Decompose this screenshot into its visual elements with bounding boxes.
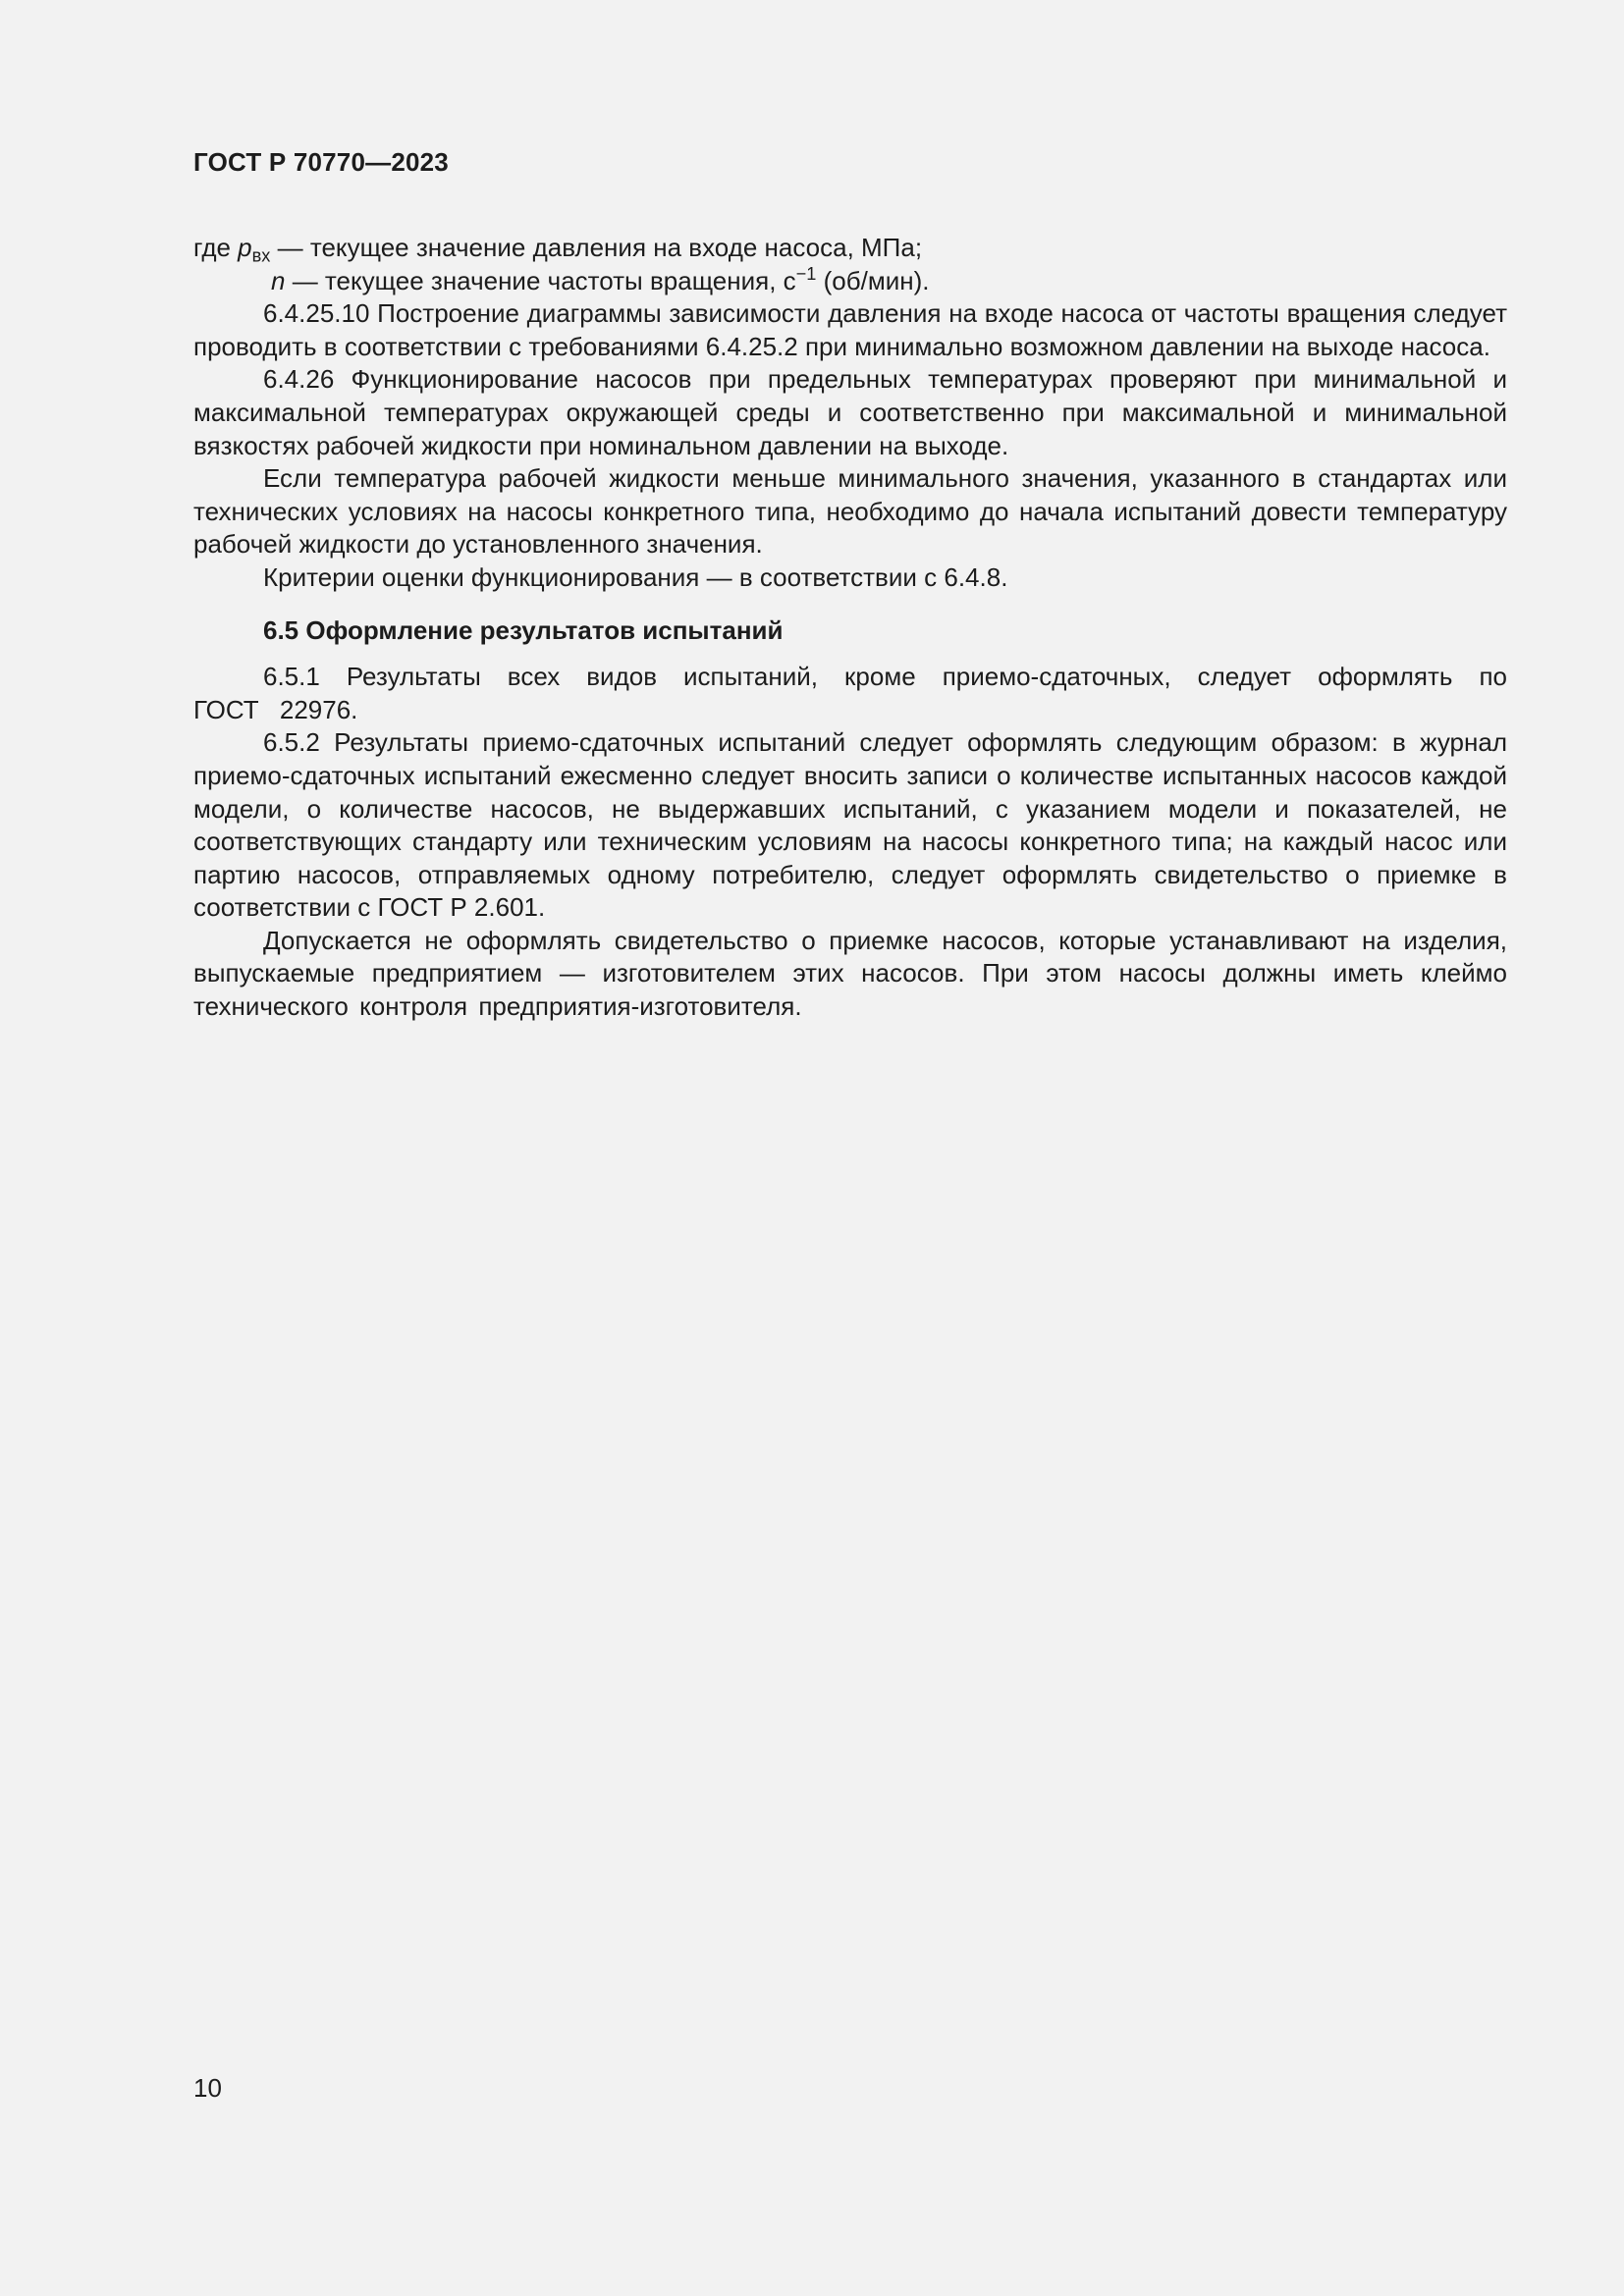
page-number: 10 bbox=[193, 2073, 222, 2103]
where-prefix: где bbox=[193, 233, 239, 262]
section-6-5-heading: 6.5 Оформление результатов испытаний bbox=[263, 614, 784, 645]
paragraph-6-5-1: 6.5.1 Результаты всех видов испытаний, кроме приемо-сдаточных, следует оформлять по ГОСТ 22976. bbox=[193, 662, 1507, 724]
variable-definition-p bbox=[193, 232, 1507, 265]
symbol-p-subscript: вх bbox=[251, 245, 271, 266]
variable-definition-n bbox=[193, 265, 1507, 298]
n-superscript: −1 bbox=[795, 263, 817, 284]
paragraph-temperature: Если температура рабочей жидкости меньше минимального значения, указанного в стандартах или технических условиях на насосы конкретного типа, необходимо до начала испытаний довести температуру рабочей жидкости до установленного значения. bbox=[193, 463, 1507, 560]
paragraph-6-5-2: 6.5.2 Результаты приемо-сдаточных испытаний следует оформлять следующим образом: в журнал приемо-сдаточных испытаний ежесменно следует вносить записи о количестве испытанных насосов каждой модели, о количестве насосов, не выдержавших испытаний, с указанием модели и показателей, не соответствующих стандарту или техническим условиям на насосы конкретного типа; на каждый насос или партию насосов, отправляемых одному потребителю, следует оформлять свидетельство о приемке в соответствии с ГОСТ Р 2.601. bbox=[193, 727, 1507, 923]
symbol-p: p bbox=[238, 233, 252, 262]
document-code-header: ГОСТ Р 70770—2023 bbox=[193, 147, 449, 177]
paragraph-6-4-26: 6.4.26 Функционирование насосов при предельных температурах проверяют при минимальной и максимальной температурах окружающей среды и соответственно при максимальной и минимальной вязкостях рабочей жидкости при номинальном давлении на выходе. bbox=[193, 364, 1507, 460]
paragraph-6-4-25-10: 6.4.25.10 Построение диаграммы зависимости давления на входе насоса от частоты вращения следует проводить в соответствии с требованиями 6.4.25.2 при минимально возможном давлении на выходе насоса. bbox=[193, 298, 1507, 361]
paragraph-criteria: Критерии оценки функционирования — в соответствии с 6.4.8. bbox=[263, 561, 1008, 592]
n-definition-unit: (об/мин). bbox=[816, 265, 930, 295]
symbol-n: n bbox=[271, 265, 286, 295]
document-body bbox=[193, 232, 1507, 1024]
paragraph-allowed: Допускается не оформлять свидетельство о приемке насосов, которые устанавливают на изделия, выпускаемые предприятием — изготовителем этих насосов. При этом насосы должны иметь клеймо технического контроля предприятия-изготовителя. bbox=[193, 925, 1507, 1022]
p-definition: — текущее значение давления на входе насоса, МПа; bbox=[270, 233, 923, 262]
n-definition: — текущее значение частоты вращения, с bbox=[285, 265, 796, 295]
